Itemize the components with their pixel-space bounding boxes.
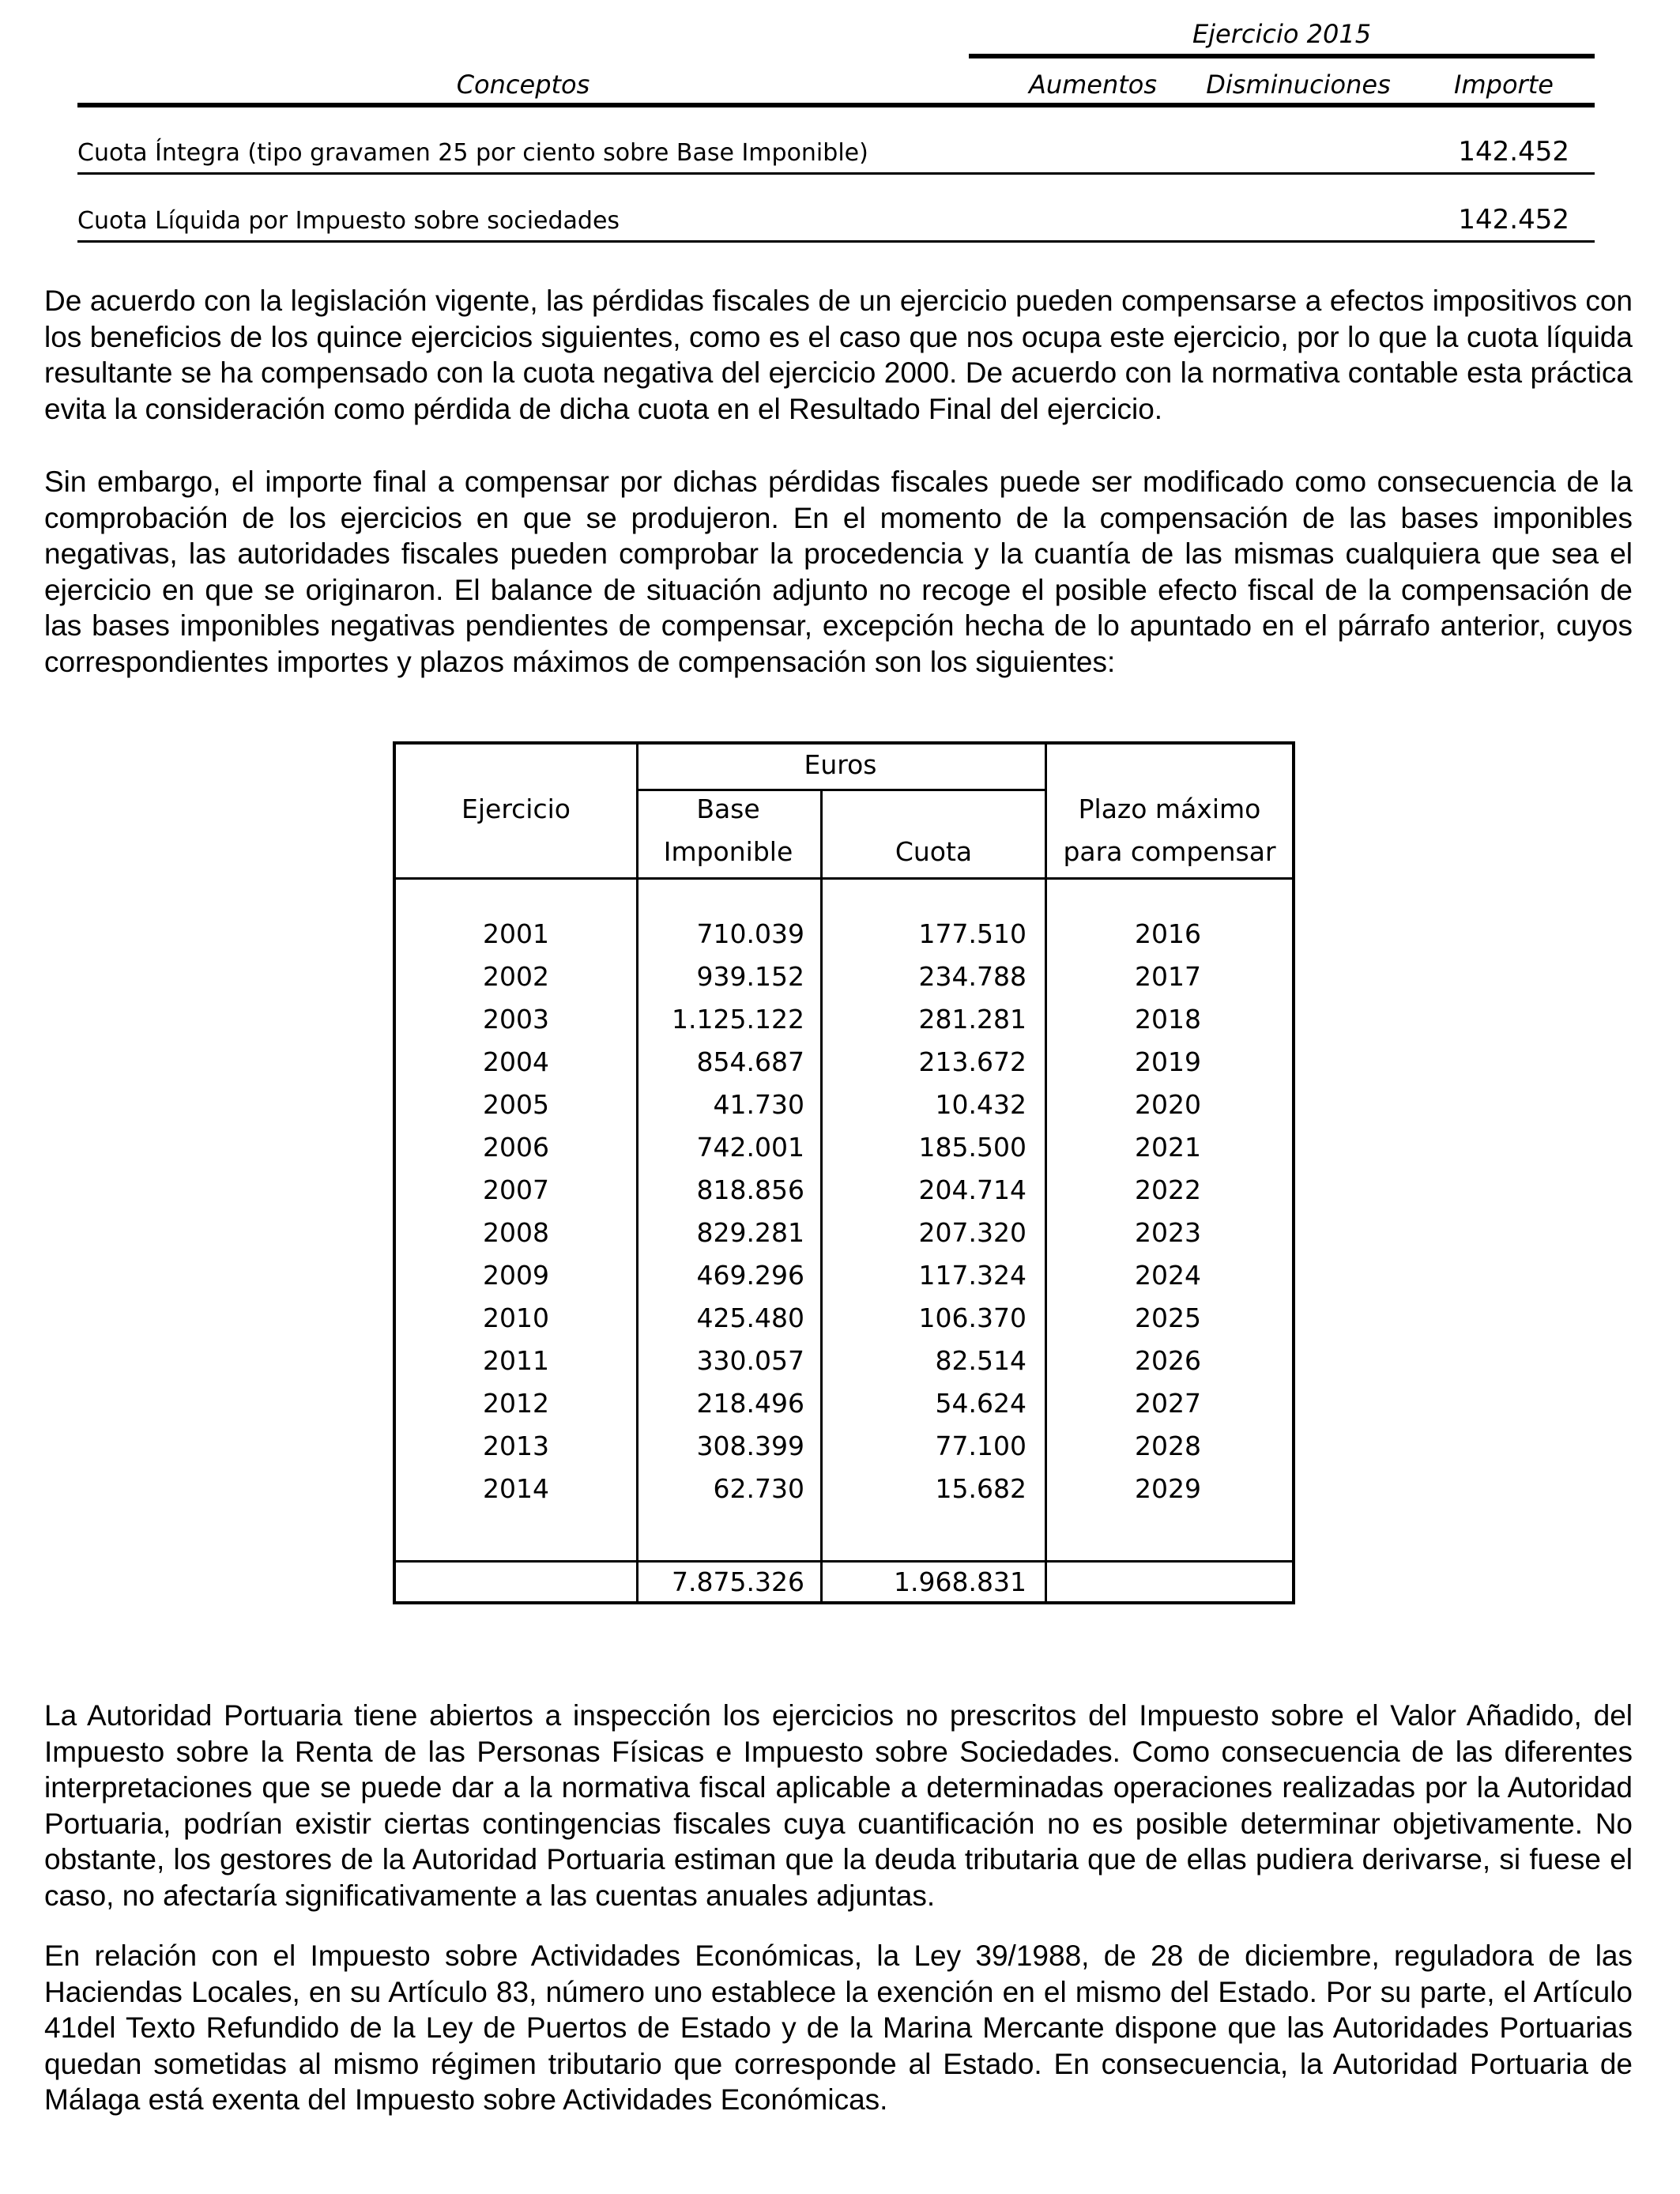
term-cell: 2022 [1135, 1174, 1201, 1205]
quota-cell: 54.624 [935, 1388, 1026, 1419]
base-cell: 218.496 [696, 1388, 804, 1419]
year-cell: 2013 [483, 1431, 549, 1461]
base-cell: 330.057 [696, 1345, 804, 1376]
base-header-line1: Base [696, 794, 760, 824]
term-cell: 2017 [1135, 961, 1201, 992]
amount-header: Importe [1454, 70, 1554, 100]
quota-cell: 77.100 [935, 1431, 1026, 1461]
quota-cell: 213.672 [918, 1046, 1026, 1077]
table-row [77, 136, 1595, 179]
table-row [396, 1004, 1292, 1046]
table-row [396, 1345, 1292, 1388]
year-cell: 2004 [483, 1046, 549, 1077]
base-cell: 62.730 [713, 1473, 804, 1504]
quota-cell: 177.510 [918, 918, 1026, 949]
paragraph-loss-compensation: De acuerdo con la legislación vigente, las pérdidas fiscales de un ejercicio pueden compensarse a efectos impositivos con los beneficios de los quince ejercicios siguientes, como es el caso que nos ocupa este ejercicio, por lo que la cuota líquida resultante se ha compensado con la cuota negativa del ejercicio 2000. De acuerdo con la normativa contable esta práctica evita la consideración como pérdida de dicha cuota en el Resultado Final del ejercicio. [44, 285, 1633, 425]
paragraph-iae-exemption: En relación con el Impuesto sobre Actividades Económicas, la Ley 39/1988, de 28 de diciembre, reguladora de las Haciendas Locales, en su Artículo 83, número uno establece la exención en el mismo del Estado. Por su parte, el Artículo 41del Texto Refundido de la Ley de Puertos de Estado y de la Marina Mercante dispone que las Autoridades Portuarias quedan sometidas al mismo régimen tributario que corresponde al Estado. En consecuencia, la Autoridad Portuaria de Málaga está exenta del Impuesto sobre Actividades Económicas. [44, 1940, 1633, 2116]
table-row [396, 961, 1292, 1004]
row-rule [77, 240, 1595, 243]
base-header-line2: Imponible [663, 836, 793, 867]
quota-cell: 117.324 [918, 1260, 1026, 1291]
term-cell: 2025 [1135, 1302, 1201, 1333]
base-cell: 854.687 [696, 1046, 804, 1077]
term-cell: 2026 [1135, 1345, 1201, 1376]
table-row [396, 918, 1292, 961]
quota-cell: 207.320 [918, 1217, 1026, 1248]
table-row [396, 1089, 1292, 1132]
quota-header: Cuota [895, 836, 973, 867]
euros-header: Euros [804, 749, 877, 780]
tax-loss-table [393, 741, 1295, 1604]
table-row [396, 1473, 1292, 1516]
table-row [396, 1260, 1292, 1302]
year-cell: 2012 [483, 1388, 549, 1419]
quota-cell: 15.682 [935, 1473, 1026, 1504]
base-cell: 829.281 [696, 1217, 804, 1248]
period-header-rule [969, 54, 1595, 58]
row-label: Cuota Íntegra (tipo gravamen 25 por ciento sobre Base Imponible) [77, 139, 868, 167]
term-cell: 2023 [1135, 1217, 1201, 1248]
quota-cell: 185.500 [918, 1132, 1026, 1163]
base-cell: 41.730 [713, 1089, 804, 1120]
term-header-line1: Plazo máximo [1078, 794, 1261, 824]
term-cell: 2020 [1135, 1089, 1201, 1120]
base-cell: 818.856 [696, 1174, 804, 1205]
total-quota-cell: 1.968.831 [894, 1566, 1026, 1597]
year-cell: 2002 [483, 961, 549, 992]
base-cell: 1.125.122 [672, 1004, 804, 1035]
quota-cell: 234.788 [918, 961, 1026, 992]
quota-cell: 10.432 [935, 1089, 1026, 1120]
table-row [396, 1132, 1292, 1174]
row-amount: 142.452 [1458, 204, 1569, 236]
year-cell: 2001 [483, 918, 549, 949]
table-row [396, 1388, 1292, 1431]
term-cell: 2018 [1135, 1004, 1201, 1035]
quota-cell: 281.281 [918, 1004, 1026, 1035]
base-cell: 469.296 [696, 1260, 804, 1291]
base-cell: 742.001 [696, 1132, 804, 1163]
term-header-line2: para compensar [1063, 836, 1276, 867]
quota-cell: 82.514 [935, 1345, 1026, 1376]
base-cell: 308.399 [696, 1431, 804, 1461]
table-row [396, 1217, 1292, 1260]
term-cell: 2016 [1135, 918, 1201, 949]
term-cell: 2021 [1135, 1132, 1201, 1163]
table-row [396, 1431, 1292, 1473]
base-cell: 425.480 [696, 1302, 804, 1333]
quota-cell: 204.714 [918, 1174, 1026, 1205]
year-cell: 2008 [483, 1217, 549, 1248]
year-cell: 2005 [483, 1089, 549, 1120]
term-cell: 2028 [1135, 1431, 1201, 1461]
row-rule [77, 172, 1595, 175]
header-rule [396, 877, 1292, 880]
year-cell: 2006 [483, 1132, 549, 1163]
concepts-header: Conceptos [456, 70, 590, 100]
term-cell: 2029 [1135, 1473, 1201, 1504]
paragraph-loss-verification: Sin embargo, el importe final a compensar por dichas pérdidas fiscales puede ser modificado como consecuencia de la comprobación de los ejercicios en que se produjeron. En el momento de la compensación de las bases imponibles negativas, las autoridades fiscales pueden comprobar la procedencia y la cuantía de las mismas cualquiera que sea el ejercicio en que se originaron. El balance de situación adjunto no recoge el posible efecto fiscal de la compensación de las bases imponibles negativas pendientes de compensar, excepción hecha de lo apuntado en el párrafo anterior, cuyos correspondientes importes y plazos máximos de compensación son los siguientes: [44, 466, 1633, 678]
year-cell: 2003 [483, 1004, 549, 1035]
table-row [77, 204, 1595, 247]
table-row [396, 1302, 1292, 1345]
term-cell: 2019 [1135, 1046, 1201, 1077]
total-base-cell: 7.875.326 [672, 1566, 804, 1597]
table-row [396, 1046, 1292, 1089]
year-cell: 2009 [483, 1260, 549, 1291]
totals-rule [396, 1560, 1292, 1563]
quota-cell: 106.370 [918, 1302, 1026, 1333]
decreases-header: Disminuciones [1206, 70, 1391, 100]
row-label: Cuota Líquida por Impuesto sobre sociedades [77, 207, 620, 235]
base-cell: 939.152 [696, 961, 804, 992]
year-cell: 2011 [483, 1345, 549, 1376]
year-cell: 2010 [483, 1302, 549, 1333]
year-cell: 2007 [483, 1174, 549, 1205]
period-header: Ejercicio 2015 [1192, 19, 1372, 49]
euros-rule [636, 789, 1045, 791]
base-cell: 710.039 [696, 918, 804, 949]
row-amount: 142.452 [1458, 136, 1569, 168]
year-header: Ejercicio [461, 794, 571, 824]
increases-header: Aumentos [1028, 70, 1158, 100]
table-row [396, 1174, 1292, 1217]
totals-row [396, 1566, 1292, 1609]
paragraph-inspection: La Autoridad Portuaria tiene abiertos a inspección los ejercicios no prescritos del Impuesto sobre el Valor Añadido, del Impuesto sobre la Renta de las Personas Físicas e Impuesto sobre Sociedades. Como consecuencia de las diferentes interpretaciones que se puede dar a la normativa fiscal aplicable a determinadas operaciones realizadas por la Autoridad Portuaria, podrían existir ciertas contingencias fiscales cuya cuantificación no es posible determinar objetivamente. No obstante, los gestores de la Autoridad Portuaria estiman que la deuda tributaria que de ellas pudiera derivarse, si fuese el caso, no afectaría significativamente a las cuentas anuales adjuntas. [44, 1699, 1633, 1912]
term-cell: 2024 [1135, 1260, 1201, 1291]
year-cell: 2014 [483, 1473, 549, 1504]
term-cell: 2027 [1135, 1388, 1201, 1419]
header-rule [77, 103, 1595, 107]
